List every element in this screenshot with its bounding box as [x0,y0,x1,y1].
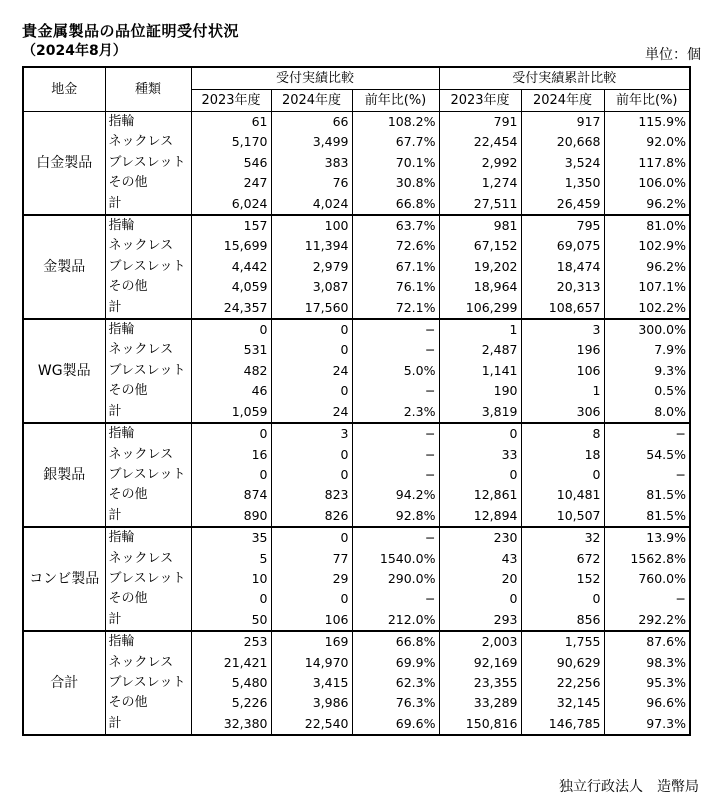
certification-table [22,66,691,736]
value-cell: 482 [191,361,271,381]
table-row [23,298,690,319]
value-cell: 72.6% [352,236,439,256]
value-cell: 169 [271,631,352,652]
value-cell: 300.0% [604,319,690,340]
value-cell: 66.8% [352,631,439,652]
value-cell: 16 [191,445,271,465]
value-cell: 20 [439,569,521,589]
value-cell: 8 [521,423,604,444]
value-cell: 3,986 [271,693,352,713]
value-cell: 0 [271,589,352,609]
value-cell: 1,350 [521,173,604,193]
value-cell: 12,894 [439,506,521,527]
value-cell: 8.0% [604,402,690,423]
value-cell: 106 [271,610,352,631]
value-cell: 32 [521,527,604,548]
value-cell: 5 [191,549,271,569]
value-cell: − [352,381,439,401]
table-row [23,693,690,713]
value-cell: 24,357 [191,298,271,319]
value-cell: 306 [521,402,604,423]
value-cell: 290.0% [352,569,439,589]
value-cell: 69,075 [521,236,604,256]
value-cell: 0 [271,527,352,548]
value-cell: 3 [271,423,352,444]
value-cell: 0 [439,423,521,444]
value-cell: 67.1% [352,257,439,277]
value-cell: 383 [271,153,352,173]
value-cell: 69.6% [352,714,439,735]
value-cell: 63.7% [352,215,439,236]
value-cell: 24 [271,361,352,381]
value-cell: 17,560 [271,298,352,319]
value-cell: 3,524 [521,153,604,173]
value-cell: 106,299 [439,298,521,319]
table-row [23,527,690,548]
value-cell: 1,059 [191,402,271,423]
value-cell: 10,507 [521,506,604,527]
product-type-cell: その他 [105,589,191,609]
value-cell: − [352,445,439,465]
value-cell: 76.1% [352,277,439,297]
value-cell: 196 [521,340,604,360]
product-type-cell: ブレスレット [105,673,191,693]
value-cell: − [604,589,690,609]
value-cell: 46 [191,381,271,401]
value-cell: 3 [521,319,604,340]
value-cell: 672 [521,549,604,569]
value-cell: − [352,465,439,485]
value-cell: 531 [191,340,271,360]
value-cell: 22,256 [521,673,604,693]
value-cell: 18 [521,445,604,465]
value-cell: 20,668 [521,132,604,152]
metal-group-label: WG製品 [23,319,105,423]
table-row [23,549,690,569]
value-cell: 19,202 [439,257,521,277]
value-cell: 0 [439,589,521,609]
value-cell: 95.3% [604,673,690,693]
value-cell: 92,169 [439,653,521,673]
value-cell: − [604,423,690,444]
product-type-cell: 指輪 [105,112,191,133]
value-cell: 94.2% [352,485,439,505]
value-cell: 21,421 [191,653,271,673]
table-row [23,361,690,381]
header-col-ratio-cumulative: 前年比(%) [604,90,690,112]
value-cell: 29 [271,569,352,589]
value-cell: 35 [191,527,271,548]
product-type-cell: ブレスレット [105,465,191,485]
product-type-cell: ブレスレット [105,153,191,173]
value-cell: 10,481 [521,485,604,505]
value-cell: 66.8% [352,194,439,215]
product-type-cell: ネックレス [105,340,191,360]
table-row [23,236,690,256]
product-type-cell: 計 [105,506,191,527]
value-cell: 96.6% [604,693,690,713]
value-cell: 5,226 [191,693,271,713]
value-cell: 22,454 [439,132,521,152]
value-cell: 0 [271,445,352,465]
value-cell: 5.0% [352,361,439,381]
value-cell: 874 [191,485,271,505]
product-type-cell: ブレスレット [105,361,191,381]
value-cell: 3,819 [439,402,521,423]
metal-group-label: 金製品 [23,215,105,319]
value-cell: 43 [439,549,521,569]
product-type-cell: その他 [105,693,191,713]
value-cell: 90,629 [521,653,604,673]
value-cell: 292.2% [604,610,690,631]
value-cell: 117.8% [604,153,690,173]
value-cell: 50 [191,610,271,631]
value-cell: 7.9% [604,340,690,360]
unit-label: 単位：個 [645,47,701,63]
product-type-cell: ブレスレット [105,257,191,277]
value-cell: 253 [191,631,271,652]
product-type-cell: 計 [105,610,191,631]
value-cell: 67.7% [352,132,439,152]
product-type-cell: ネックレス [105,236,191,256]
header-type: 種類 [105,67,191,112]
value-cell: 18,474 [521,257,604,277]
value-cell: 0 [191,465,271,485]
value-cell: 152 [521,569,604,589]
value-cell: 97.3% [604,714,690,735]
value-cell: 2,992 [439,153,521,173]
value-cell: 102.2% [604,298,690,319]
product-type-cell: 計 [105,194,191,215]
value-cell: 11,394 [271,236,352,256]
value-cell: 760.0% [604,569,690,589]
table-row [23,445,690,465]
value-cell: 0 [521,465,604,485]
value-cell: 92.0% [604,132,690,152]
product-type-cell: その他 [105,381,191,401]
value-cell: 30.8% [352,173,439,193]
product-type-cell: ネックレス [105,445,191,465]
value-cell: 0 [271,340,352,360]
value-cell: 3,415 [271,673,352,693]
value-cell: 3,087 [271,277,352,297]
value-cell: 69.9% [352,653,439,673]
value-cell: 0.5% [604,381,690,401]
product-type-cell: ネックレス [105,132,191,152]
value-cell: 96.2% [604,257,690,277]
table-row [23,277,690,297]
value-cell: 76.3% [352,693,439,713]
product-type-cell: 計 [105,402,191,423]
value-cell: 32,380 [191,714,271,735]
value-cell: 54.5% [604,445,690,465]
value-cell: 66 [271,112,352,133]
value-cell: 106 [521,361,604,381]
value-cell: − [352,527,439,548]
value-cell: 26,459 [521,194,604,215]
value-cell: 1,755 [521,631,604,652]
value-cell: 4,024 [271,194,352,215]
value-cell: 72.1% [352,298,439,319]
product-type-cell: 指輪 [105,319,191,340]
table-row [23,631,690,652]
header-col-2023-cumulative: 2023年度 [439,90,521,112]
value-cell: 3,499 [271,132,352,152]
table-row [23,673,690,693]
source-label: 独立行政法人 造幣局 [559,779,699,795]
table-row [23,714,690,735]
value-cell: 823 [271,485,352,505]
value-cell: 5,480 [191,673,271,693]
value-cell: 795 [521,215,604,236]
value-cell: 81.5% [604,485,690,505]
table-row [23,610,690,631]
value-cell: 981 [439,215,521,236]
header-col-2024-monthly: 2024年度 [271,90,352,112]
table-row [23,257,690,277]
value-cell: 190 [439,381,521,401]
value-cell: 1 [521,381,604,401]
value-cell: 230 [439,527,521,548]
table-row [23,215,690,236]
value-cell: 5,170 [191,132,271,152]
value-cell: 27,511 [439,194,521,215]
value-cell: 826 [271,506,352,527]
table-row [23,153,690,173]
value-cell: 96.2% [604,194,690,215]
value-cell: 2,003 [439,631,521,652]
value-cell: 92.8% [352,506,439,527]
value-cell: 146,785 [521,714,604,735]
value-cell: 0 [439,465,521,485]
metal-group-label: 銀製品 [23,423,105,527]
value-cell: 107.1% [604,277,690,297]
value-cell: 2.3% [352,402,439,423]
value-cell: 1562.8% [604,549,690,569]
value-cell: 106.0% [604,173,690,193]
table-row [23,340,690,360]
table-row [23,381,690,401]
header-group-monthly: 受付実績比較 [191,67,439,90]
product-type-cell: ネックレス [105,653,191,673]
value-cell: 2,979 [271,257,352,277]
product-type-cell: ブレスレット [105,569,191,589]
value-cell: 1,274 [439,173,521,193]
value-cell: 247 [191,173,271,193]
table-row [23,465,690,485]
value-cell: 0 [271,319,352,340]
value-cell: 150,816 [439,714,521,735]
value-cell: − [352,589,439,609]
value-cell: 10 [191,569,271,589]
value-cell: 15,699 [191,236,271,256]
value-cell: 0 [191,589,271,609]
product-type-cell: 指輪 [105,423,191,444]
value-cell: 9.3% [604,361,690,381]
value-cell: 115.9% [604,112,690,133]
header-group-cumulative: 受付実績累計比較 [439,67,690,90]
page-title: 貴金属製品の品位証明受付状況 [22,22,240,40]
product-type-cell: その他 [105,173,191,193]
table-row [23,506,690,527]
value-cell: − [604,465,690,485]
table-row [23,194,690,215]
table-row [23,319,690,340]
report-period: （2024年8月） [22,43,127,59]
value-cell: 18,964 [439,277,521,297]
value-cell: 0 [191,423,271,444]
value-cell: 108,657 [521,298,604,319]
metal-group-label: 白金製品 [23,112,105,216]
value-cell: 108.2% [352,112,439,133]
value-cell: − [352,423,439,444]
table-row [23,112,690,133]
value-cell: 76 [271,173,352,193]
value-cell: 33 [439,445,521,465]
value-cell: 98.3% [604,653,690,673]
value-cell: 70.1% [352,153,439,173]
value-cell: 100 [271,215,352,236]
value-cell: 77 [271,549,352,569]
table-row [23,485,690,505]
value-cell: 81.5% [604,506,690,527]
header-col-2024-cumulative: 2024年度 [521,90,604,112]
value-cell: 1 [439,319,521,340]
value-cell: 157 [191,215,271,236]
value-cell: 4,059 [191,277,271,297]
value-cell: 791 [439,112,521,133]
product-type-cell: 指輪 [105,631,191,652]
value-cell: 0 [271,465,352,485]
value-cell: 33,289 [439,693,521,713]
header-metal: 地金 [23,67,105,112]
value-cell: 14,970 [271,653,352,673]
metal-group-label: 合計 [23,631,105,735]
value-cell: − [352,319,439,340]
header-col-ratio-monthly: 前年比(%) [352,90,439,112]
value-cell: 0 [191,319,271,340]
value-cell: 856 [521,610,604,631]
table-row [23,402,690,423]
value-cell: 1540.0% [352,549,439,569]
value-cell: 293 [439,610,521,631]
value-cell: 81.0% [604,215,690,236]
table-row [23,569,690,589]
table-row [23,653,690,673]
value-cell: 212.0% [352,610,439,631]
table-row [23,173,690,193]
value-cell: − [352,340,439,360]
table-row [23,132,690,152]
table-body [23,112,690,736]
value-cell: 20,313 [521,277,604,297]
metal-group-label: コンビ製品 [23,527,105,631]
product-type-cell: その他 [105,485,191,505]
table-row [23,423,690,444]
value-cell: 0 [521,589,604,609]
value-cell: 6,024 [191,194,271,215]
value-cell: 67,152 [439,236,521,256]
value-cell: 22,540 [271,714,352,735]
value-cell: 917 [521,112,604,133]
product-type-cell: 計 [105,298,191,319]
value-cell: 23,355 [439,673,521,693]
product-type-cell: 指輪 [105,215,191,236]
product-type-cell: 計 [105,714,191,735]
value-cell: 890 [191,506,271,527]
table-row [23,589,690,609]
value-cell: 62.3% [352,673,439,693]
value-cell: 1,141 [439,361,521,381]
value-cell: 102.9% [604,236,690,256]
value-cell: 12,861 [439,485,521,505]
value-cell: 0 [271,381,352,401]
value-cell: 61 [191,112,271,133]
value-cell: 546 [191,153,271,173]
value-cell: 87.6% [604,631,690,652]
header-col-2023-monthly: 2023年度 [191,90,271,112]
value-cell: 4,442 [191,257,271,277]
value-cell: 13.9% [604,527,690,548]
value-cell: 2,487 [439,340,521,360]
product-type-cell: ネックレス [105,549,191,569]
product-type-cell: その他 [105,277,191,297]
product-type-cell: 指輪 [105,527,191,548]
value-cell: 32,145 [521,693,604,713]
value-cell: 24 [271,402,352,423]
